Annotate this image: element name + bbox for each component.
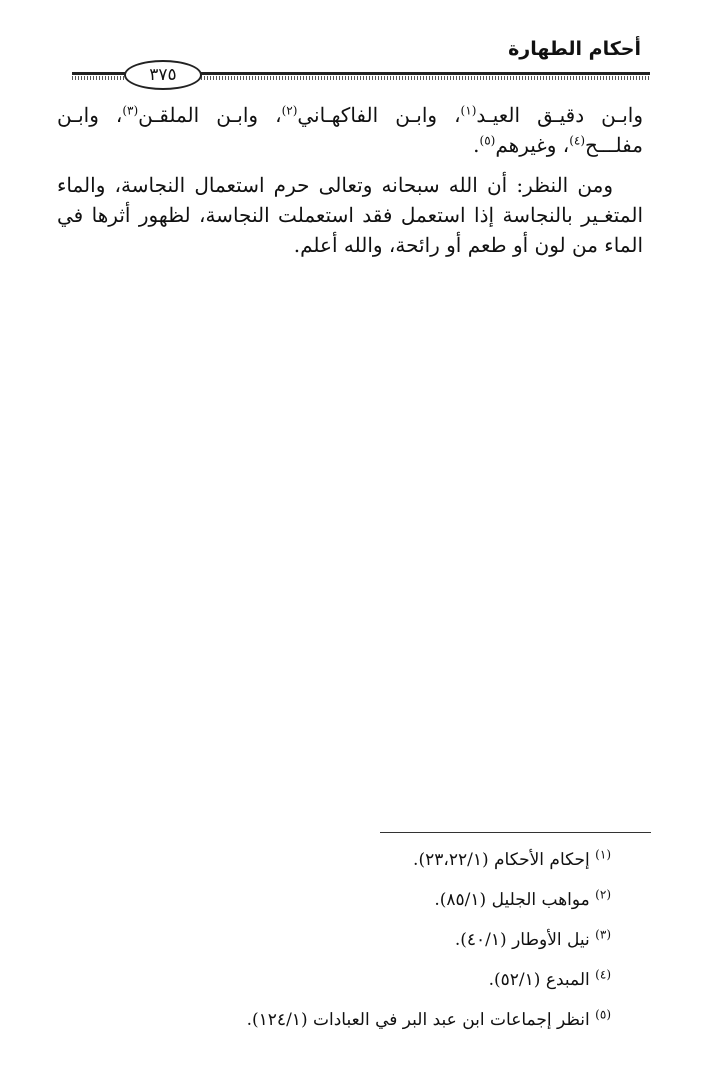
footnote-ref-1: (١) <box>460 103 477 118</box>
footnote-3 <box>91 920 611 960</box>
paragraph-1-part-2: ، وابـن الفاكهـاني <box>297 103 461 127</box>
footnote-ref-3: (٣) <box>122 103 139 118</box>
footnote-text: نيل الأوطار (٤٠/١). <box>454 930 596 950</box>
footnote-marker: (٥) <box>595 1007 611 1022</box>
paragraph-1 <box>57 100 643 160</box>
paragraph-1-part-3: ، وابـن الملقـن <box>138 103 282 127</box>
footnote-text: مواهب الجليل (٨٥/١). <box>434 890 596 910</box>
paragraph-2: ومن النظر: أن الله سبحانه وتعالى حرم استعمال النجاسة، والماء المتغـير بالنجاسة إذا استعمل فقد استعملت النجاسة، لظهور أثرها في الماء من لون أو طعم أو رائحة، والله أعلم. <box>57 173 643 257</box>
paragraph-1-part-6: . <box>473 133 480 157</box>
footnotes <box>91 840 611 1040</box>
footnote-ref-5: (٥) <box>479 133 496 148</box>
footnote-marker: (٢) <box>595 887 611 902</box>
running-title: أحكام الطهارة <box>508 38 641 60</box>
footnote-ref-2: (٢) <box>281 103 298 118</box>
footnote-marker: (١) <box>595 847 611 862</box>
body-text <box>57 100 643 270</box>
footnote-separator <box>380 832 651 833</box>
footnote-ref-4: (٤) <box>569 133 586 148</box>
paragraph-1-part-5: ، وغيرهم <box>495 133 570 157</box>
footnote-text: إحكام الأحكام (٢٣،٢٢/١). <box>413 850 596 870</box>
page-number: ٣٧٥ <box>124 60 202 90</box>
footnote-marker: (٣) <box>595 927 611 942</box>
paragraph-1-part-4: ، وابـن مفلـــح <box>57 103 643 157</box>
footnote-1 <box>91 840 611 880</box>
footnote-2 <box>91 880 611 920</box>
footnote-text: المبدع (٥٢/١). <box>488 970 596 990</box>
footnote-text: انظر إجماعات ابن عبد البر في العبادات (١٢٤/١). <box>246 1010 596 1030</box>
paragraph-1-part-1: وابـن دقيـق العيـد <box>476 103 644 127</box>
footnote-4 <box>91 960 611 1000</box>
footnote-5 <box>91 1000 611 1040</box>
header-rule <box>72 65 650 85</box>
footnote-marker: (٤) <box>595 967 611 982</box>
